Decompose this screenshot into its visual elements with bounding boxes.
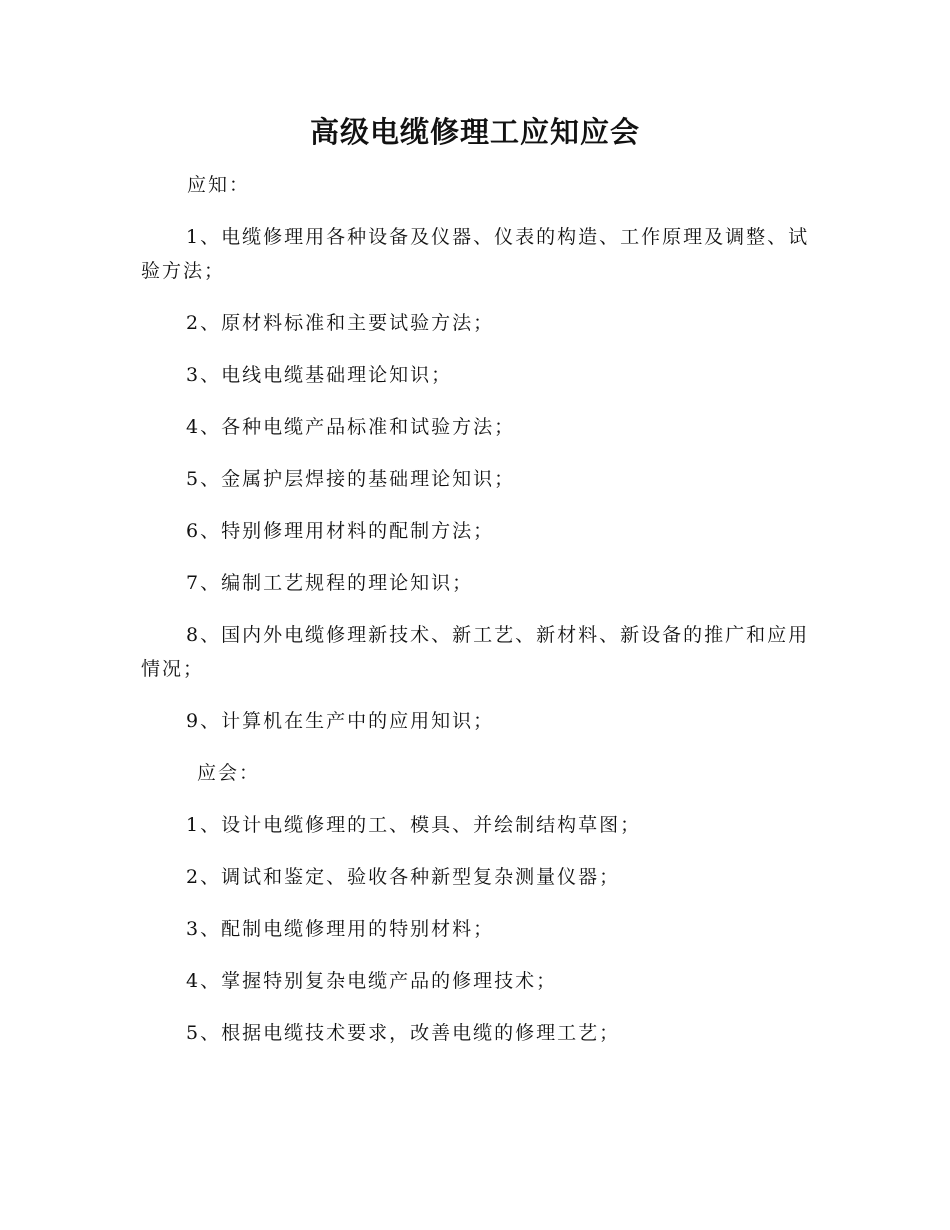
document-body <box>141 168 811 1068</box>
know-item: 3、电线电缆基础理论知识； <box>186 364 453 386</box>
can-item: 2、调试和鉴定、验收各种新型复杂测量仪器； <box>186 866 621 888</box>
section-heading-know: 应知： <box>187 174 251 196</box>
section-heading-can: 应会： <box>197 762 261 784</box>
can-item: 3、配制电缆修理用的特别材料； <box>186 918 495 940</box>
know-item: 6、特别修理用材料的配制方法； <box>186 520 495 542</box>
know-item: 1、电缆修理用各种设备及仪器、仪表的构造、工作原理及调整、试验方法； <box>141 226 810 282</box>
can-item: 5、根据电缆技术要求，改善电缆的修理工艺； <box>186 1022 621 1044</box>
know-item: 9、计算机在生产中的应用知识； <box>186 710 495 732</box>
know-item: 4、各种电缆产品标准和试验方法； <box>186 416 516 438</box>
can-item: 1、设计电缆修理的工、模具、并绘制结构草图； <box>186 814 642 836</box>
document-title: 高级电缆修理工应知应会 <box>309 115 640 149</box>
know-item: 8、国内外电缆修理新技术、新工艺、新材料、新设备的推广和应用情况； <box>141 624 810 680</box>
know-item: 2、原材料标准和主要试验方法； <box>186 312 495 334</box>
know-item: 5、金属护层焊接的基础理论知识； <box>186 468 516 490</box>
know-item: 7、编制工艺规程的理论知识； <box>186 572 474 594</box>
can-item: 4、掌握特别复杂电缆产品的修理技术； <box>186 970 558 992</box>
